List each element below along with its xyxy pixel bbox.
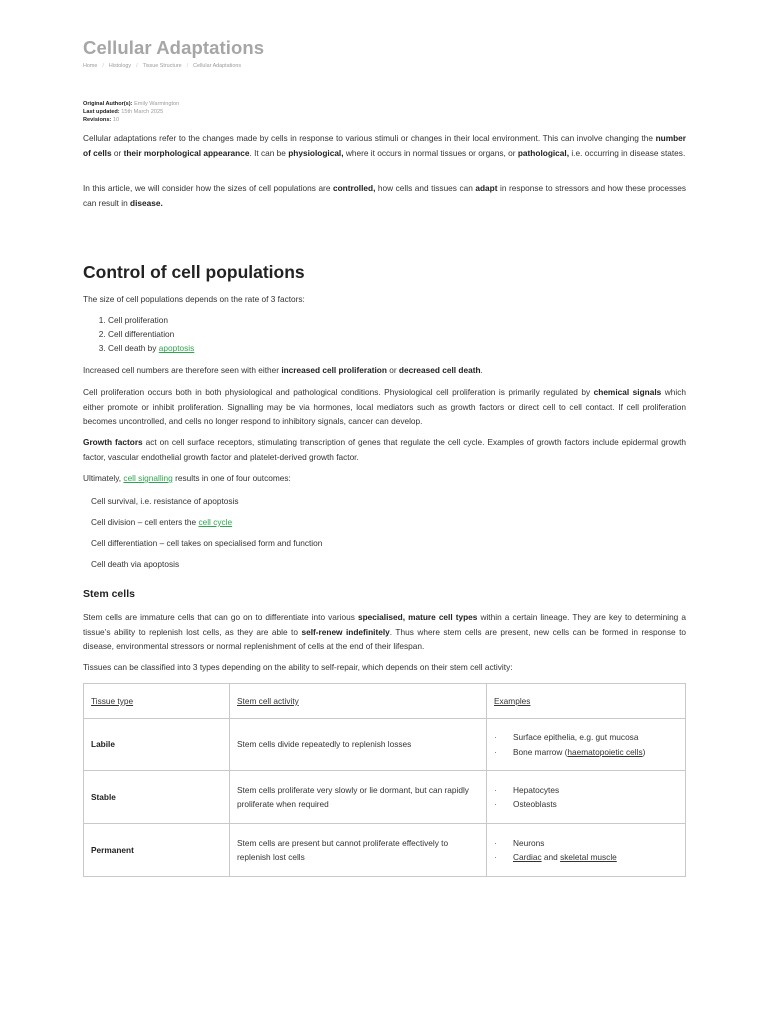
breadcrumb-current: Cellular Adaptations (193, 63, 242, 69)
intro-paragraph-1: Cellular adaptations refer to the changes made by cells in response to various stimuli or changes in their local environment. This can involve changing the number of cells or their morphological appearance. It can be physiological, where it occurs in normal tissues or organs, or pathological, i.e. occurring in disease states. (83, 133, 686, 158)
page-title: Cellular Adaptations (83, 37, 265, 58)
outcome-item: Cell division – cell enters the cell cycle (91, 517, 233, 527)
updated-line: Last updated: 15th March 2025 (83, 109, 164, 116)
tissue-types-table (83, 683, 686, 877)
breadcrumb-histology[interactable]: Histology (108, 63, 132, 69)
example-item: · Neurons (494, 837, 545, 848)
section-heading-control: Control of cell populations (83, 262, 305, 282)
skeletal-muscle-link[interactable]: skeletal muscle (560, 852, 617, 862)
example-item: · Surface epithelia, e.g. gut mucosa (494, 732, 639, 742)
breadcrumb (83, 63, 241, 69)
activity-cell: Stem cells are present but cannot proliferate effectively to replenish lost cells (230, 824, 487, 877)
outcome-item: Cell differentiation – cell takes on specialised form and function (91, 538, 323, 548)
factors-lead: The size of cell populations depends on the rate of 3 factors: (83, 294, 305, 304)
table-row (84, 719, 686, 771)
example-item: · Hepatocytes (494, 784, 560, 795)
breadcrumb-separator: / (136, 63, 138, 69)
list-item: 3. Cell death by apoptosis (108, 341, 194, 355)
header-examples: Examples (487, 684, 686, 719)
breadcrumb-tissue-structure[interactable]: Tissue Structure (142, 63, 182, 69)
outcome-item: Cell survival, i.e. resistance of apoptosis (91, 496, 239, 506)
haematopoietic-cells-link[interactable]: haematopoietic cells (567, 746, 643, 757)
author-name: Emily Warmington (134, 101, 180, 107)
example-item: · Cardiac and skeletal muscle (494, 852, 617, 862)
table-row (84, 771, 686, 824)
activity-cell: Stem cells proliferate very slowly or lie dormant, but can rapidly proliferate when required (230, 771, 487, 824)
growth-factors-paragraph: Growth factors act on cell surface receptors, stimulating transcription of genes that regulate the cell cycle. Examples of growth factors include epidermal growth factor, vascular endothelial growth factor and platelet-derived growth factor. (83, 437, 686, 462)
outcome-item: Cell death via apoptosis (91, 559, 180, 569)
tissue-type-cell: Labile (84, 719, 230, 771)
author-line: Original Author(s): Emily Warmington (83, 101, 180, 107)
stem-cells-paragraph: Stem cells are immature cells that can go on to differentiate into various specialised, mature cell types within a certain lineage. They are key to determining a tissue’s ability to replenish lost cells, as they are able to self-renew indefinitely. Thus where stem cells are present, new cells can be formed in response to disease, environmental stressors or normal replenishment of cells at the end of their lifespan. (83, 612, 687, 651)
table-header-row (84, 684, 686, 719)
activity-cell: Stem cells divide repeatedly to replenish losses (230, 719, 487, 771)
breadcrumb-separator: / (186, 63, 189, 69)
outcomes-lead: Ultimately, cell signalling results in one of four outcomes: (83, 473, 291, 483)
cardiac-link[interactable]: Cardiac (513, 852, 542, 862)
tissue-type-cell: Stable (84, 771, 230, 824)
cell-signalling-link[interactable]: cell signalling (123, 473, 173, 483)
table-row (84, 824, 686, 877)
list-item: 1. Cell proliferation (108, 313, 194, 327)
intro-paragraph-2: In this article, we will consider how the sizes of cell populations are controlled, how cells and tissues can adapt in response to stressors and how these processes can result in disease. (83, 183, 687, 208)
breadcrumb-home[interactable]: Home (83, 63, 98, 69)
tissue-type-cell: Permanent (84, 824, 230, 877)
factors-list (83, 313, 194, 356)
tissue-types-lead: Tissues can be classified into 3 types depending on the ability to self-repair, which depends on their stem cell activity: (83, 662, 513, 672)
examples-cell (487, 824, 686, 877)
header-stem-cell-activity: Stem cell activity (230, 684, 487, 719)
proliferation-paragraph: Cell proliferation occurs both in both physiological and pathological conditions. Physiological cell proliferation is primarily regulated by chemical signals which either promote or inhibit proliferation. Signalling may be via hormones, local mediators such as growth factors or direct cell to cell contact. If cell proliferation becomes uncontrolled, and cells no longer respond to inhibitory signals, cancer can develop. (83, 387, 686, 426)
section-heading-stem-cells: Stem cells (83, 588, 135, 600)
revisions-line: Revisions: 10 (83, 117, 120, 124)
apoptosis-link[interactable]: apoptosis (158, 343, 195, 354)
example-item: · Osteoblasts (494, 799, 557, 809)
header-tissue-type: Tissue type (84, 684, 230, 719)
breadcrumb-separator: / (102, 63, 104, 69)
cell-numbers-paragraph: Increased cell numbers are therefore seen with either increased cell proliferation or decreased cell death. (83, 365, 483, 375)
examples-cell (487, 719, 686, 771)
examples-cell (487, 771, 686, 824)
list-item: 2. Cell differentiation (108, 327, 194, 341)
revisions-count: 10 (112, 117, 120, 124)
example-item: · Bone marrow (haematopoietic cells) (494, 746, 646, 757)
updated-date: 15th March 2025 (121, 109, 164, 116)
cell-cycle-link[interactable]: cell cycle (198, 517, 233, 527)
article-meta (83, 100, 179, 125)
